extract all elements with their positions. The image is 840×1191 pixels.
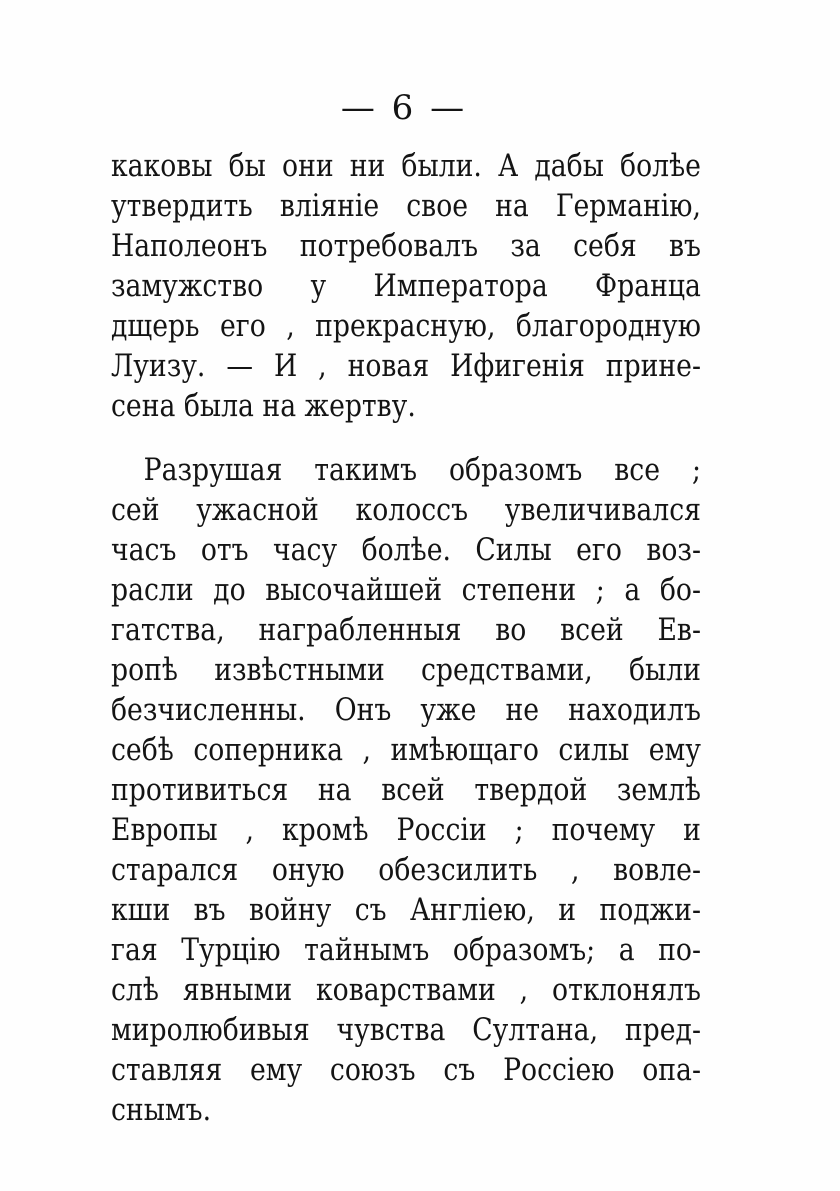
text-line: замужство у Императора Франца: [111, 268, 701, 304]
text-line: Европы , кромѣ Россіи ; почему и: [111, 812, 701, 848]
paragraph: [111, 450, 701, 1130]
text-line: каковы бы они ни были. А дабы болѣе: [111, 148, 701, 184]
paragraph: [111, 146, 701, 426]
text-line: сена была на жертву.: [111, 388, 416, 424]
text-line: миролюбивыя чувства Султана, пред-: [111, 1012, 701, 1048]
text-line: старался оную обезсилить , вовле-: [111, 852, 701, 888]
text-line: ставляя ему союзъ съ Россіею опа-: [111, 1052, 701, 1088]
text-line: утвердить вліяніе свое на Германію,: [111, 188, 701, 224]
body-text: [111, 146, 701, 1130]
text-line: себѣ соперника , имѣющаго силы ему: [111, 732, 701, 768]
text-line: Наполеонъ потребовалъ за себя въ: [111, 228, 701, 264]
text-line: расли до высочайшей степени ; а бо-: [111, 572, 701, 608]
text-line: Разрушая такимъ образомъ все ;: [143, 452, 701, 488]
text-line: ропѣ извѣстными средствами, были: [111, 652, 701, 688]
page-number: — 6 —: [340, 88, 468, 128]
paragraph-gap: [111, 426, 701, 450]
text-line: гатства, награбленныя во всей Ев-: [111, 612, 701, 648]
text-line: снымъ.: [111, 1092, 212, 1128]
text-line: противиться на всей твердой землѣ: [111, 772, 701, 808]
text-line: кши въ войну съ Англіею, и поджи-: [111, 892, 701, 928]
text-line: дщерь его , прекрасную, благородную: [111, 308, 701, 344]
text-line: Луизу. — И , новая Ифигенія принe-: [111, 348, 701, 384]
text-line: гая Турцію тайнымъ образомъ; а по-: [111, 932, 701, 968]
text-line: безчисленны. Онъ уже не находилъ: [111, 692, 701, 728]
text-line: часъ отъ часу болѣе. Силы его воз-: [111, 532, 701, 568]
text-line: слѣ явными коварствами , отклонялъ: [111, 972, 701, 1008]
text-line: сей ужасной колоссъ увеличивался: [111, 492, 701, 528]
